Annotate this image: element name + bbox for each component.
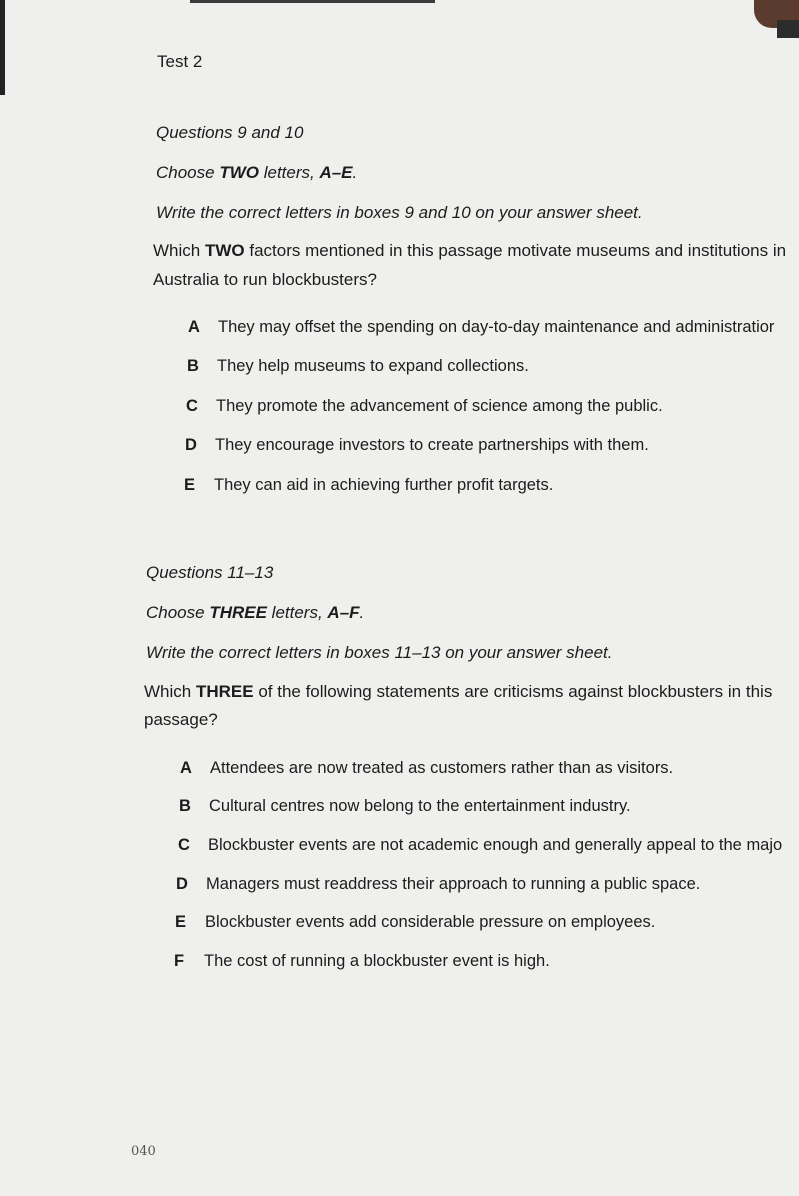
page-left-edge bbox=[0, 0, 5, 95]
instr-end: . bbox=[352, 163, 358, 182]
option-text: They promote the advancement of science among the public. bbox=[216, 397, 663, 415]
instr-mid: letters, bbox=[258, 163, 320, 182]
page-top-edge bbox=[190, 0, 435, 3]
option-a bbox=[188, 318, 774, 337]
instr-pre: Choose bbox=[156, 163, 220, 182]
q-count: TWO bbox=[204, 241, 245, 260]
option-text: They encourage investors to create partnerships with them. bbox=[215, 436, 649, 454]
section2-choose-instruction bbox=[146, 603, 364, 623]
option-text: They can aid in achieving further profit targets. bbox=[214, 476, 554, 494]
option-text: They help museums to expand collections. bbox=[217, 357, 529, 375]
instr-mid: letters, bbox=[266, 603, 328, 622]
option-c bbox=[186, 397, 663, 416]
instr-range: A–F bbox=[327, 603, 360, 622]
option-letter: D bbox=[185, 436, 197, 454]
section2-question-line1 bbox=[144, 682, 772, 702]
section1-heading: Questions 9 and 10 bbox=[156, 123, 304, 142]
option-c bbox=[178, 836, 782, 855]
page-header: Test 2 bbox=[157, 52, 203, 71]
option-letter: E bbox=[184, 476, 196, 494]
option-letter: E bbox=[175, 913, 187, 931]
q-pre: Which bbox=[144, 682, 196, 701]
q-pre: Which bbox=[153, 241, 205, 260]
option-text: The cost of running a blockbuster event is high. bbox=[204, 952, 550, 970]
q-count: THREE bbox=[195, 682, 254, 701]
page-number: 040 bbox=[131, 1144, 156, 1159]
option-a bbox=[180, 759, 673, 778]
instr-count: THREE bbox=[209, 603, 267, 622]
instr-count: TWO bbox=[219, 163, 259, 182]
q-rest: factors mentioned in this passage motivate museums and institutions in bbox=[244, 241, 787, 260]
section1-question-line2: Australia to run blockbusters? bbox=[153, 270, 377, 289]
page-corner-shadow-dark bbox=[777, 20, 799, 38]
option-text: Blockbuster events add considerable pressure on employees. bbox=[205, 913, 656, 931]
option-letter: D bbox=[176, 875, 188, 893]
option-text: Cultural centres now belong to the entertainment industry. bbox=[209, 797, 631, 815]
option-f bbox=[174, 952, 550, 971]
option-text: Attendees are now treated as customers rather than as visitors. bbox=[210, 759, 674, 777]
option-text: They may offset the spending on day-to-day maintenance and administratior bbox=[218, 318, 775, 336]
option-letter: A bbox=[180, 759, 192, 777]
section1-question-line1 bbox=[153, 241, 786, 261]
option-d bbox=[185, 436, 649, 455]
section1-write-instruction: Write the correct letters in boxes 9 and 10 on your answer sheet. bbox=[156, 203, 643, 222]
option-d bbox=[176, 875, 700, 894]
option-b bbox=[179, 797, 631, 816]
instr-pre: Choose bbox=[146, 603, 210, 622]
q-rest: of the following statements are criticisms against blockbusters in this bbox=[253, 682, 773, 701]
option-letter: C bbox=[178, 836, 190, 854]
section2-question-line2: passage? bbox=[144, 710, 218, 729]
option-text: Blockbuster events are not academic enough and generally appeal to the majo bbox=[208, 836, 783, 854]
instr-range: A–E bbox=[319, 163, 353, 182]
instr-end: . bbox=[359, 603, 365, 622]
option-e bbox=[175, 913, 655, 932]
option-letter: B bbox=[179, 797, 191, 815]
section2-heading: Questions 11–13 bbox=[146, 563, 274, 582]
option-b bbox=[187, 357, 529, 376]
option-text: Managers must readdress their approach to running a public space. bbox=[206, 875, 701, 893]
section2-write-instruction: Write the correct letters in boxes 11–13 on your answer sheet. bbox=[146, 643, 613, 662]
option-e bbox=[184, 476, 553, 495]
option-letter: A bbox=[188, 318, 200, 336]
option-letter: F bbox=[174, 952, 185, 970]
option-letter: B bbox=[187, 357, 199, 375]
section1-choose-instruction bbox=[156, 163, 357, 183]
option-letter: C bbox=[186, 397, 198, 415]
